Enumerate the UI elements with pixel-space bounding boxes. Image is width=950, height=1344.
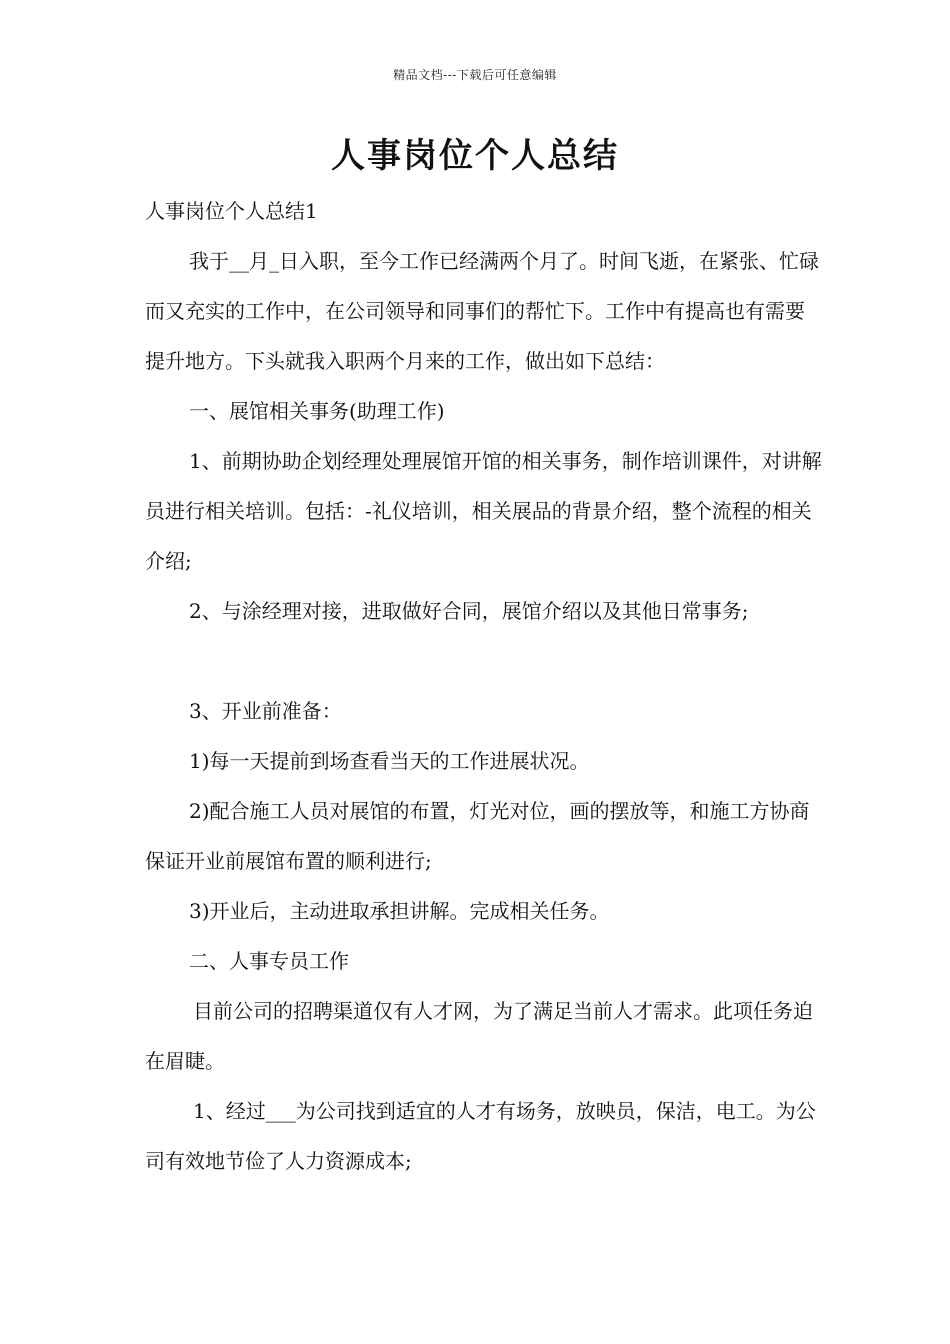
document-body	[145, 186, 823, 1186]
paragraph-recruitment: 目前公司的招聘渠道仅有人才网，为了满足当前人才需求。此项任务迫在眉睫。	[145, 999, 813, 1073]
paragraph-subitem-3: 3)开业后，主动进取承担讲解。完成相关任务。	[189, 899, 610, 923]
paragraph-intro: 我于__月_日入职，至今工作已经满两个月了。时间飞逝，在紧张、忙碌而又充实的工作中，在公司领导和同事们的帮忙下。工作中有提高也有需要提升地方。下头就我入职两个月来的工作，做出如下总结：	[145, 249, 819, 373]
paragraph-item-1: 1、前期协助企划经理处理展馆开馆的相关事务，制作培训课件，对讲解员进行相关培训。包括：-礼仪培训，相关展品的背景介绍，整个流程的相关介绍;	[145, 449, 822, 573]
document-title: 人事岗位个人总结	[331, 136, 619, 176]
page-header-watermark: 精品文档---下载后可任意编辑	[393, 68, 557, 82]
paragraph-subitem-1: 1)每一天提前到场查看当天的工作进展状况。	[189, 749, 590, 773]
section-heading-exhibition: 一、展馆相关事务(助理工作)	[189, 399, 445, 423]
paragraph-item-3: 3、开业前准备：	[189, 699, 342, 723]
document-subtitle: 人事岗位个人总结1	[145, 199, 318, 223]
paragraph-subitem-2: 2)配合施工人员对展馆的布置，灯光对位，画的摆放等，和施工方协商保证开业前展馆布置的顺利进行;	[145, 799, 810, 873]
blank-line	[145, 636, 823, 686]
section-heading-hr: 二、人事专员工作	[189, 949, 349, 973]
paragraph-item-2: 2、与涂经理对接，进取做好合同，展馆介绍以及其他日常事务;	[189, 599, 749, 623]
paragraph-hr-item-1: 1、经过___为公司找到适宜的人才有场务，放映员，保洁，电工。为公司有效地节俭了人力资源成本;	[145, 1099, 816, 1173]
